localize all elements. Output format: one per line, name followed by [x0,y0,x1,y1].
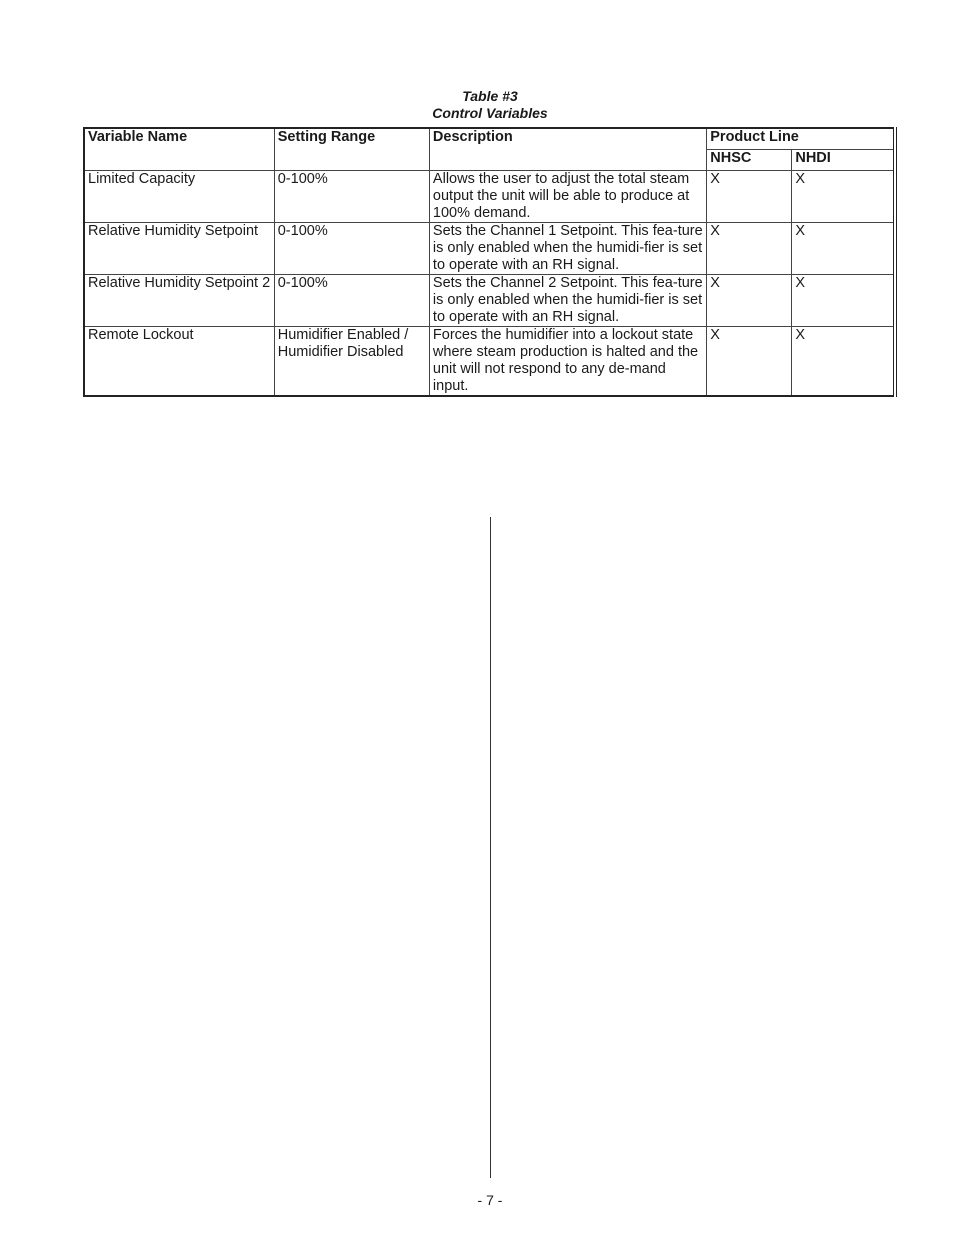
header-product-line: Product Line [707,128,895,150]
header-nhdi: NHDI [792,150,895,171]
description-cell: Allows the user to adjust the total steam output the unit will be able to produce at 100% demand. [429,171,706,223]
setting-range-cell: 0-100% [274,275,429,327]
nhdi-cell: X [792,275,895,327]
nhsc-cell: X [707,223,792,275]
page-number: - 7 - [477,1192,503,1208]
nhdi-cell: X [792,327,895,397]
column-divider [490,517,491,1178]
description-cell: Forces the humidifier into a lockout state where steam production is halted and the unit will not respond to any de-mand input. [429,327,706,397]
header-variable-name: Variable Name [84,128,274,171]
table-row [84,327,895,397]
description-cell: Sets the Channel 2 Setpoint. This fea-ture is only enabled when the humidi-fier is set to operate with an RH signal. [429,275,706,327]
description-cell: Sets the Channel 1 Setpoint. This fea-ture is only enabled when the humidi-fier is set to operate with an RH signal. [429,223,706,275]
variable-name-cell: Relative Humidity Setpoint 2 [84,275,274,327]
setting-range-cell: 0-100% [274,223,429,275]
table-title: Control Variables [432,105,548,121]
table-number: Table #3 [462,88,518,104]
table-row [84,171,895,223]
nhsc-cell: X [707,171,792,223]
control-variables-table [83,127,897,397]
variable-name-cell: Relative Humidity Setpoint [84,223,274,275]
setting-range-cell: Humidifier Enabled / Humidifier Disabled [274,327,429,397]
table-row [84,223,895,275]
header-setting-range: Setting Range [274,128,429,171]
header-description: Description [429,128,706,171]
variable-name-cell: Remote Lockout [84,327,274,397]
nhdi-cell: X [792,223,895,275]
setting-range-cell: 0-100% [274,171,429,223]
header-nhsc: NHSC [707,150,792,171]
nhsc-cell: X [707,327,792,397]
nhdi-cell: X [792,171,895,223]
variable-name-cell: Limited Capacity [84,171,274,223]
nhsc-cell: X [707,275,792,327]
table-row [84,275,895,327]
